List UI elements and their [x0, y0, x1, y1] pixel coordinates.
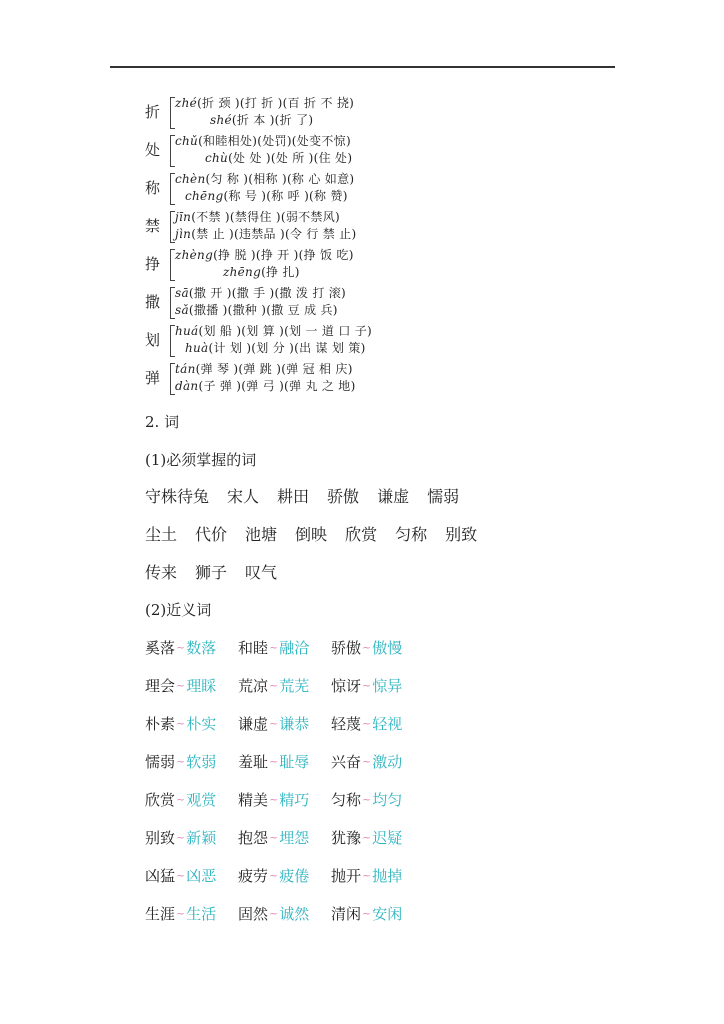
tilde-icon: ~	[362, 679, 372, 692]
subsection-title: (1)必须掌握的词	[145, 451, 257, 469]
example-words: (和睦相处)(处罚)(处变不惊)	[198, 134, 351, 148]
term: 生涯	[145, 905, 176, 923]
synonym-pair	[331, 675, 424, 697]
synonym-answer: 耻辱	[279, 753, 310, 771]
vocab-word: 传来	[145, 563, 178, 582]
polyphone-char: 处	[145, 141, 161, 159]
synonym-pair	[238, 637, 331, 659]
tilde-icon: ~	[176, 869, 186, 882]
synonym-answer: 凶恶	[186, 867, 217, 885]
tilde-icon: ~	[269, 793, 279, 806]
pinyin: shé	[210, 113, 232, 127]
polyphone-entry	[145, 94, 565, 130]
tilde-icon: ~	[362, 641, 372, 654]
tilde-icon: ~	[269, 869, 279, 882]
synonym-answer: 激动	[372, 753, 403, 771]
tilde-icon: ~	[362, 869, 372, 882]
pinyin: huá	[175, 324, 199, 338]
reading-line	[175, 95, 354, 111]
tilde-icon: ~	[269, 831, 279, 844]
tilde-icon: ~	[362, 907, 372, 920]
vocab-word: 池塘	[245, 525, 278, 544]
tilde-icon: ~	[269, 907, 279, 920]
term: 懦弱	[145, 753, 176, 771]
term: 犹豫	[331, 829, 362, 847]
pinyin: zhé	[175, 96, 198, 110]
synonym-answer: 埋怨	[279, 829, 310, 847]
vocab-word: 尘土	[145, 525, 178, 544]
term: 抱怨	[238, 829, 269, 847]
term: 轻蔑	[331, 715, 362, 733]
reading-line	[175, 171, 354, 187]
tilde-icon: ~	[362, 793, 372, 806]
synonym-pair	[145, 637, 238, 659]
vocab-word: 守株待兔	[145, 487, 210, 506]
section-title: 2. 词	[145, 413, 180, 431]
synonym-row	[145, 827, 424, 849]
synonym-answer: 理睬	[186, 677, 217, 695]
synonym-pair	[145, 713, 238, 735]
synonym-answer: 惊异	[372, 677, 403, 695]
term: 抛开	[331, 867, 362, 885]
synonym-pair	[238, 865, 331, 887]
synonym-answer: 谦恭	[279, 715, 310, 733]
synonym-answer: 精巧	[279, 791, 310, 809]
synonym-answer: 迟疑	[372, 829, 403, 847]
synonym-answer: 新颖	[186, 829, 217, 847]
pinyin: dàn	[175, 379, 199, 393]
vocab-word: 叹气	[245, 563, 278, 582]
term: 兴奋	[331, 753, 362, 771]
reading-line	[185, 340, 366, 356]
term: 欣赏	[145, 791, 176, 809]
pinyin: sǎ	[175, 303, 189, 317]
pinyin: chǔ	[175, 134, 199, 148]
tilde-icon: ~	[362, 831, 372, 844]
tilde-icon: ~	[176, 907, 186, 920]
tilde-icon: ~	[176, 717, 186, 730]
polyphone-entry	[145, 246, 565, 282]
vocab-word: 倒映	[295, 525, 328, 544]
example-words: (撒 开 )(撒 手 )(撒 泼 打 滚)	[188, 286, 347, 300]
synonym-row	[145, 865, 424, 887]
synonym-pair	[238, 827, 331, 849]
polyphone-char: 挣	[145, 255, 161, 273]
top-rule	[110, 66, 615, 68]
example-words: (不禁 )(禁得住 )(弱不禁风)	[191, 210, 341, 224]
vocab-word: 欣赏	[345, 525, 378, 544]
reading-line	[210, 112, 313, 128]
word-row	[145, 562, 295, 584]
vocab-word: 懦弱	[427, 487, 460, 506]
term: 朴素	[145, 715, 176, 733]
synonym-pair	[145, 675, 238, 697]
synonym-pair	[331, 865, 424, 887]
term: 理会	[145, 677, 176, 695]
term: 惊讶	[331, 677, 362, 695]
synonym-pair	[145, 789, 238, 811]
synonym-pair	[331, 751, 424, 773]
synonym-answer: 生活	[186, 905, 217, 923]
pinyin: tán	[175, 362, 196, 376]
pinyin: chù	[205, 151, 229, 165]
synonym-pair	[238, 903, 331, 925]
tilde-icon: ~	[176, 831, 186, 844]
synonym-answer: 傲慢	[372, 639, 403, 657]
tilde-icon: ~	[362, 717, 372, 730]
example-words: (禁 止 )(违禁品 )(令 行 禁 止)	[191, 227, 357, 241]
synonym-row	[145, 789, 424, 811]
reading-line	[185, 188, 348, 204]
pinyin: sā	[175, 286, 189, 300]
tilde-icon: ~	[269, 679, 279, 692]
polyphone-char: 撒	[145, 293, 161, 311]
term: 精美	[238, 791, 269, 809]
synonym-answer: 疲倦	[279, 867, 310, 885]
synonym-pair	[145, 751, 238, 773]
synonym-pair	[331, 713, 424, 735]
synonym-row	[145, 713, 424, 735]
synonym-pair	[145, 865, 238, 887]
example-words: (匀 称 )(相称 )(称 心 如意)	[205, 172, 355, 186]
polyphone-entry	[145, 132, 565, 168]
synonym-answer: 软弱	[186, 753, 217, 771]
pinyin: jìn	[175, 227, 192, 241]
reading-line	[175, 285, 346, 301]
polyphone-entry	[145, 284, 565, 320]
synonym-answer: 抛掉	[372, 867, 403, 885]
word-row	[145, 486, 477, 508]
pinyin: huà	[185, 341, 209, 355]
term: 骄傲	[331, 639, 362, 657]
tilde-icon: ~	[269, 641, 279, 654]
example-words: (称 号 )(称 呼 )(称 赞)	[223, 189, 348, 203]
term: 疲劳	[238, 867, 269, 885]
synonym-answer: 观赏	[186, 791, 217, 809]
synonym-pair	[145, 827, 238, 849]
polyphone-entry	[145, 322, 565, 358]
vocab-word: 匀称	[395, 525, 428, 544]
synonym-pair	[331, 637, 424, 659]
vocab-word: 耕田	[277, 487, 310, 506]
example-words: (弹 琴 )(弹 跳 )(弹 冠 相 庆)	[195, 362, 353, 376]
example-words: (划 船 )(划 算 )(划 一 道 口 子)	[198, 324, 373, 338]
tilde-icon: ~	[362, 755, 372, 768]
reading-line	[175, 361, 353, 377]
pinyin: jīn	[175, 210, 192, 224]
word-row	[145, 524, 495, 546]
reading-line	[205, 150, 352, 166]
reading-line	[175, 247, 354, 263]
example-words: (撒播 )(撒种 )(撒 豆 成 兵)	[188, 303, 338, 317]
reading-line	[175, 302, 338, 318]
term: 凶猛	[145, 867, 176, 885]
example-words: (处 处 )(处 所 )(住 处)	[228, 151, 353, 165]
reading-line	[175, 209, 340, 225]
synonym-row	[145, 903, 424, 925]
tilde-icon: ~	[176, 679, 186, 692]
example-words: (计 划 )(划 分 )(出 谋 划 策)	[208, 341, 366, 355]
vocab-word: 宋人	[227, 487, 260, 506]
polyphone-char: 弹	[145, 369, 161, 387]
vocab-word: 代价	[195, 525, 228, 544]
synonym-row	[145, 675, 424, 697]
synonym-answer: 诚然	[279, 905, 310, 923]
synonym-pair	[331, 903, 424, 925]
synonym-pair	[331, 789, 424, 811]
synonym-pair	[238, 713, 331, 735]
example-words: (折 本 )(折 了)	[231, 113, 314, 127]
polyphone-entry	[145, 360, 565, 396]
synonym-pair	[331, 827, 424, 849]
synonym-answer: 轻视	[372, 715, 403, 733]
term: 奚落	[145, 639, 176, 657]
term: 固然	[238, 905, 269, 923]
synonym-answer: 朴实	[186, 715, 217, 733]
term: 谦虚	[238, 715, 269, 733]
pinyin: chēng	[185, 189, 224, 203]
synonym-answer: 融洽	[279, 639, 310, 657]
tilde-icon: ~	[176, 755, 186, 768]
polyphone-char: 称	[145, 179, 161, 197]
polyphone-char: 禁	[145, 217, 161, 235]
synonym-pair	[238, 675, 331, 697]
subsection-title: (2)近义词	[145, 601, 212, 619]
polyphone-entry	[145, 208, 565, 244]
vocab-word: 骄傲	[327, 487, 360, 506]
polyphone-char: 划	[145, 331, 161, 349]
synonym-answer: 均匀	[372, 791, 403, 809]
term: 匀称	[331, 791, 362, 809]
term: 别致	[145, 829, 176, 847]
synonym-pair	[145, 903, 238, 925]
example-words: (折 颈 )(打 折 )(百 折 不 挠)	[197, 96, 355, 110]
reading-line	[175, 323, 372, 339]
polyphone-char: 折	[145, 103, 161, 121]
synonym-answer: 安闲	[372, 905, 403, 923]
vocab-word: 谦虚	[377, 487, 410, 506]
reading-line	[175, 378, 356, 394]
synonym-pair	[238, 789, 331, 811]
synonym-pair	[238, 751, 331, 773]
synonym-answer: 荒芜	[279, 677, 310, 695]
vocab-word: 别致	[445, 525, 478, 544]
example-words: (挣 脱 )(挣 开 )(挣 饭 吃)	[213, 248, 354, 262]
synonym-row	[145, 637, 424, 659]
pinyin: zhèng	[175, 248, 214, 262]
pinyin: chèn	[175, 172, 206, 186]
pinyin: zhēng	[223, 265, 262, 279]
term: 和睦	[238, 639, 269, 657]
vocab-word: 狮子	[195, 563, 228, 582]
term: 荒凉	[238, 677, 269, 695]
reading-line	[175, 133, 351, 149]
synonym-answer: 数落	[186, 639, 217, 657]
example-words: (子 弹 )(弹 弓 )(弹 丸 之 地)	[198, 379, 356, 393]
polyphone-entry	[145, 170, 565, 206]
term: 清闲	[331, 905, 362, 923]
synonym-row	[145, 751, 424, 773]
reading-line	[175, 226, 356, 242]
tilde-icon: ~	[269, 717, 279, 730]
reading-line	[223, 264, 300, 280]
tilde-icon: ~	[269, 755, 279, 768]
tilde-icon: ~	[176, 641, 186, 654]
term: 羞耻	[238, 753, 269, 771]
tilde-icon: ~	[176, 793, 186, 806]
example-words: (挣 扎)	[261, 265, 300, 279]
